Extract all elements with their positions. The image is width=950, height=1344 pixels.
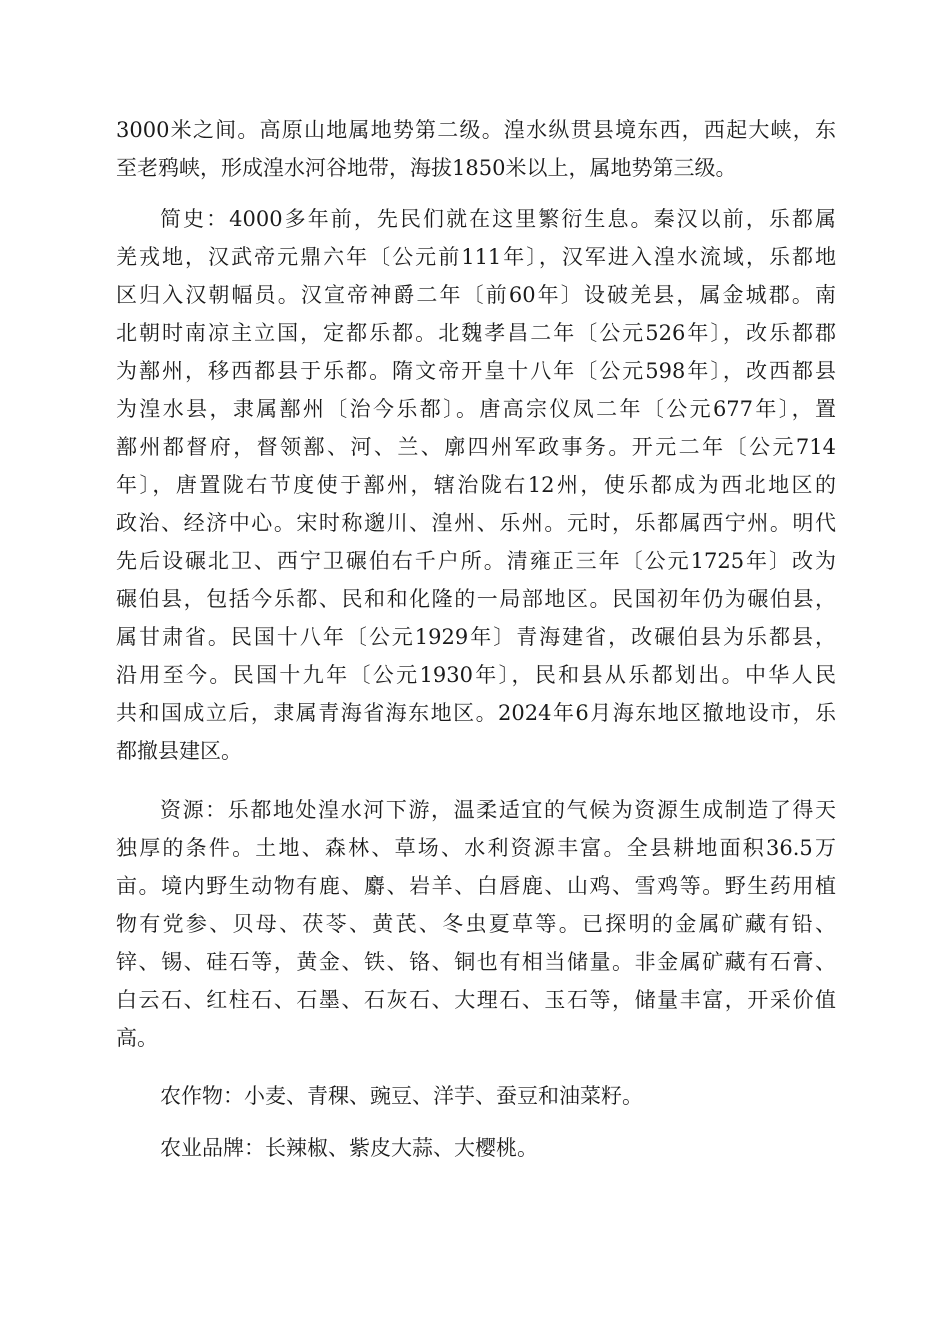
terrain-line: 3000米之间。高原山地属地势第二级。湟水纵贯县境东西，西起大峡，东 — [116, 118, 836, 142]
resources-line: 资源：乐都地处湟水河下游，温柔适宜的气候为资源生成制造了得天 — [160, 798, 836, 822]
history-line: 都撤县建区。 — [116, 739, 242, 763]
brands-line: 农业品牌：长辣椒、紫皮大蒜、大樱桃。 — [160, 1136, 538, 1160]
history-line: 区归入汉朝幅员。汉宣帝神爵二年〔前60年〕设破羌县，属金城郡。南 — [116, 283, 836, 307]
resources-line: 亩。境内野生动物有鹿、麝、岩羊、白唇鹿、山鸡、雪鸡等。野生药用植 — [116, 874, 836, 898]
history-line: 碾伯县，包括今乐都、民和和化隆的一局部地区。民国初年仍为碾伯县， — [116, 587, 836, 611]
history-line: 羌戎地，汉武帝元鼎六年〔公元前111年〕，汉军进入湟水流域，乐都地 — [116, 245, 836, 269]
history-line: 为鄯州，移西都县于乐都。隋文帝开皇十八年〔公元598年〕，改西都县 — [116, 359, 836, 383]
resources-line: 锌、锡、硅石等，黄金、铁、铬、铜也有相当储量。非金属矿藏有石膏、 — [116, 950, 836, 974]
resources-line: 白云石、红柱石、石墨、石灰石、大理石、玉石等，储量丰富，开采价值 — [116, 988, 836, 1012]
history-line: 属甘肃省。民国十八年〔公元1929年〕青海建省，改碾伯县为乐都县， — [116, 625, 836, 649]
resources-line: 独厚的条件。土地、森林、草场、水利资源丰富。全县耕地面积36.5万 — [116, 836, 836, 860]
terrain-line: 至老鸦峡，形成湟水河谷地带，海拔1850米以上，属地势第三级。 — [116, 156, 737, 180]
history-line: 北朝时南凉主立国，定都乐都。北魏孝昌二年〔公元526年〕，改乐都郡 — [116, 321, 836, 345]
history-line: 年〕，唐置陇右节度使于鄯州，辖治陇右12州，使乐都成为西北地区的 — [116, 473, 836, 497]
history-line: 先后设碾北卫、西宁卫碾伯右千户所。清雍正三年〔公元1725年〕改为 — [116, 549, 836, 573]
history-line: 共和国成立后，隶属青海省海东地区。2024年6月海东地区撤地设市，乐 — [116, 701, 836, 725]
history-line: 简史：4000多年前，先民们就在这里繁衍生息。秦汉以前，乐都属 — [160, 207, 836, 231]
resources-line: 物有党参、贝母、茯苓、黄芪、冬虫夏草等。已探明的金属矿藏有铅、 — [116, 912, 836, 936]
history-line: 为湟水县，隶属鄯州〔治今乐都〕。唐高宗仪凤二年〔公元677年〕，置 — [116, 397, 836, 421]
history-line: 鄯州都督府，督领鄯、河、兰、廓四州军政事务。开元二年〔公元714 — [116, 435, 836, 459]
history-line: 政治、经济中心。宋时称邈川、湟州、乐州。元时，乐都属西宁州。明代 — [116, 511, 836, 535]
history-line: 沿用至今。民国十九年〔公元1930年〕，民和县从乐都划出。中华人民 — [116, 663, 836, 687]
resources-line: 高。 — [116, 1026, 158, 1050]
crops-line: 农作物：小麦、青稞、豌豆、洋芋、蚕豆和油菜籽。 — [160, 1084, 643, 1108]
